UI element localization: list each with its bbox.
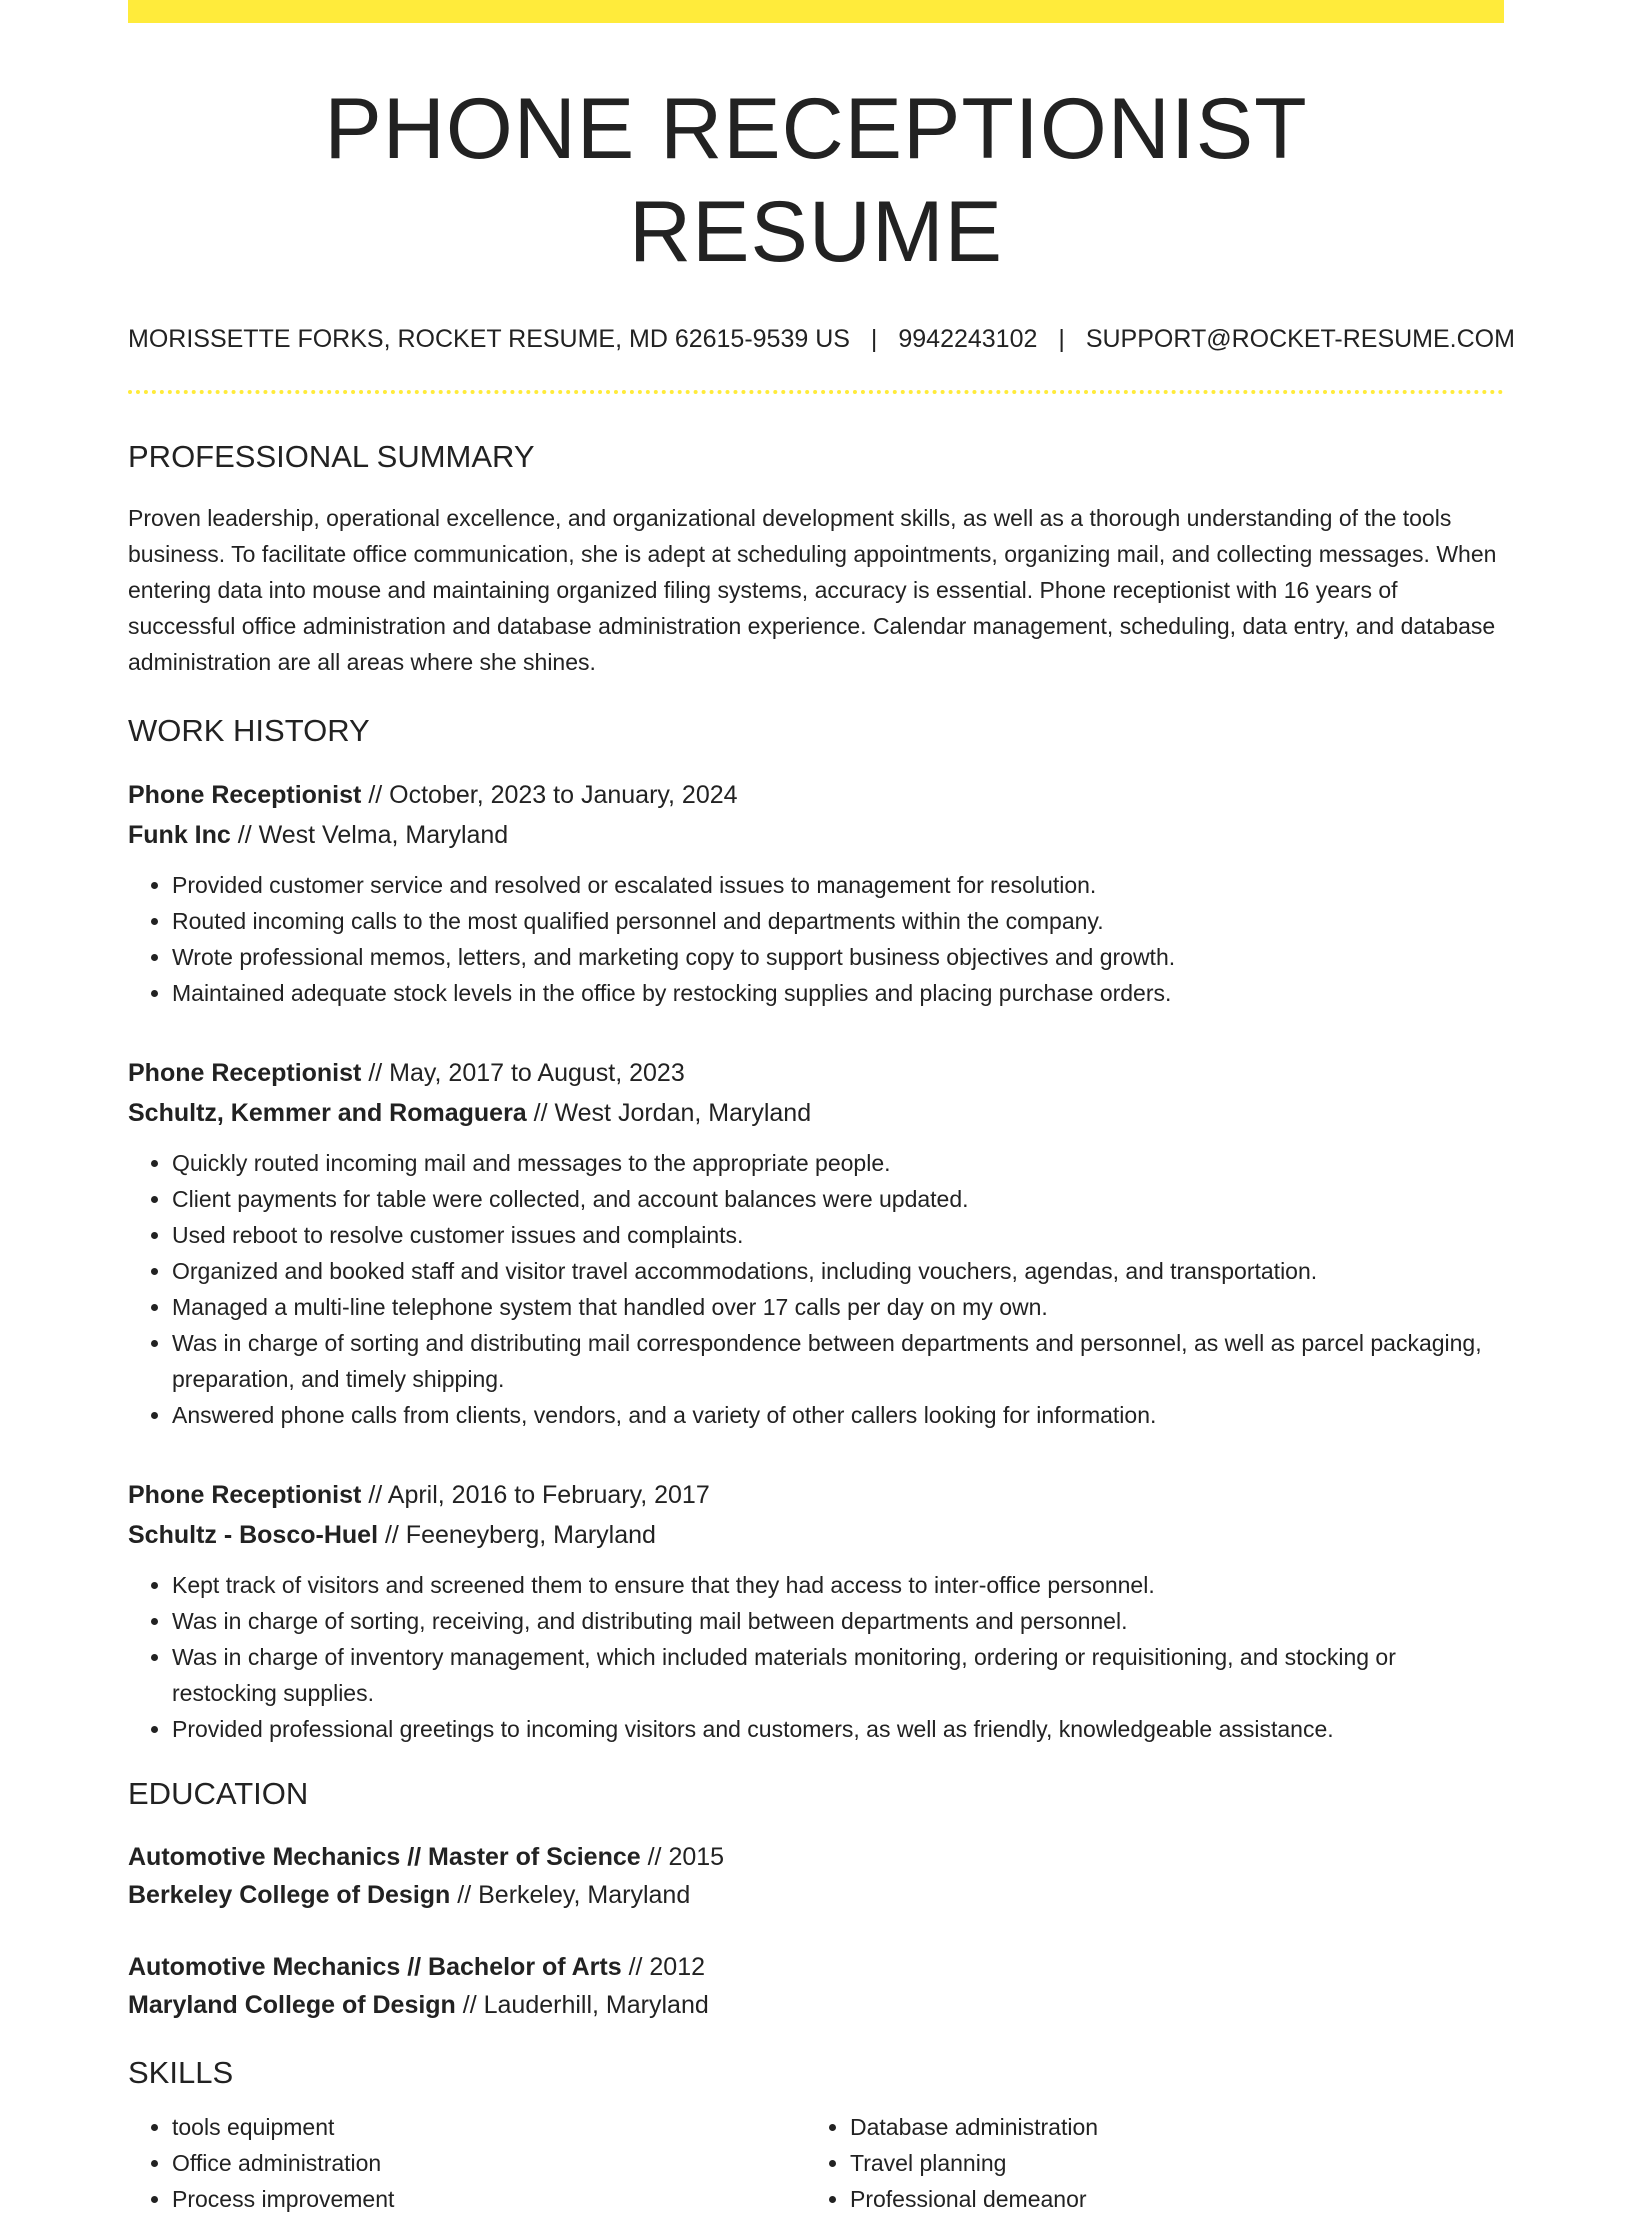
job-location: // Feeneyberg, Maryland xyxy=(378,1520,656,1549)
job-dates: // October, 2023 to January, 2024 xyxy=(361,780,738,809)
skill-item: • Database administration xyxy=(850,2109,1484,2145)
skills-grid xyxy=(128,2109,1504,2217)
contact-separator: | xyxy=(1058,325,1065,354)
contact-address: MORISSETTE FORKS, ROCKET RESUME, MD 62615-9539 US xyxy=(128,325,850,354)
contact-line xyxy=(128,324,1515,354)
job-bullet: • Wrote professional memos, letters, and marketing copy to support business objectives and growth. xyxy=(172,939,1504,975)
job-company: Schultz - Bosco-Huel xyxy=(128,1520,379,1549)
education-school: Maryland College of Design xyxy=(128,1990,456,2019)
job-bullet: • Kept track of visitors and screened them to ensure that they had access to inter-office personnel. xyxy=(172,1567,1504,1603)
job-bullet: • Client payments for table were collected, and account balances were updated. xyxy=(172,1181,1504,1217)
resume-content xyxy=(128,0,1515,2217)
job-bullet: • Used reboot to resolve customer issues and complaints. xyxy=(172,1217,1504,1253)
job-company-line xyxy=(128,815,1504,855)
job-title-line xyxy=(128,1053,1504,1093)
contact-phone: 9942243102 xyxy=(898,325,1038,354)
job-company-line xyxy=(128,1093,1504,1133)
skill-item: • Travel planning xyxy=(850,2145,1484,2181)
education-heading: EDUCATION xyxy=(128,1775,309,1811)
job-title-line xyxy=(128,775,1504,815)
job-bullet: • Routed incoming calls to the most qualified personnel and departments within the company. xyxy=(172,903,1504,939)
job-title-line xyxy=(128,1475,1504,1515)
education-degree-line xyxy=(128,1838,1504,1876)
education-school: Berkeley College of Design xyxy=(128,1880,451,1909)
education-year: // 2015 xyxy=(640,1842,725,1871)
job-bullet: • Was in charge of inventory management, which included materials monitoring, ordering or requisitioning, and stocking or restocking supplies. xyxy=(172,1639,1504,1711)
job-company: Funk Inc xyxy=(128,820,231,849)
job-title: Phone Receptionist xyxy=(128,780,362,809)
skill-item: • Process improvement xyxy=(172,2181,806,2217)
summary-heading: PROFESSIONAL SUMMARY xyxy=(128,439,535,475)
job-bullets xyxy=(128,1145,1504,1433)
education-entry xyxy=(128,1838,1504,1914)
job-entry xyxy=(128,1475,1504,1747)
job-bullet: • Was in charge of sorting and distributing mail correspondence between departments and personnel, as well as parcel packaging, preparation, and timely shipping. xyxy=(172,1325,1504,1397)
contact-separator: | xyxy=(870,325,878,354)
work-history-heading: WORK HISTORY xyxy=(128,712,370,748)
job-location: // West Velma, Maryland xyxy=(230,820,509,849)
job-company: Schultz, Kemmer and Romaguera xyxy=(128,1098,527,1127)
job-bullet: • Answered phone calls from clients, vendors, and a variety of other callers looking for information. xyxy=(172,1397,1504,1433)
job-dates: // May, 2017 to August, 2023 xyxy=(361,1058,685,1087)
job-bullet: • Managed a multi-line telephone system that handled over 17 calls per day on my own. xyxy=(172,1289,1504,1325)
job-bullet: • Provided professional greetings to incoming visitors and customers, as well as friendly, knowledgeable assistance. xyxy=(172,1711,1504,1747)
job-bullet: • Organized and booked staff and visitor travel accommodations, including vouchers, agendas, and transportation. xyxy=(172,1253,1504,1289)
job-dates: // April, 2016 to February, 2017 xyxy=(361,1480,710,1509)
job-company-line xyxy=(128,1515,1504,1555)
job-bullet: • Was in charge of sorting, receiving, and distributing mail between departments and personnel. xyxy=(172,1603,1504,1639)
education-school-line xyxy=(128,1986,1504,2024)
skills-column-left xyxy=(128,2109,806,2217)
education-location: // Lauderhill, Maryland xyxy=(455,1990,709,2019)
job-title: Phone Receptionist xyxy=(128,1058,362,1087)
job-bullets xyxy=(128,867,1504,1011)
education-location: // Berkeley, Maryland xyxy=(450,1880,691,1909)
job-location: // West Jordan, Maryland xyxy=(526,1098,812,1127)
education-entry xyxy=(128,1948,1504,2024)
skills-column-right xyxy=(806,2109,1484,2217)
job-entry xyxy=(128,1053,1504,1433)
skill-item: • Office administration xyxy=(172,2145,806,2181)
header-divider xyxy=(128,390,1504,394)
job-bullet: • Maintained adequate stock levels in the office by restocking supplies and placing purchase orders. xyxy=(172,975,1504,1011)
education-degree-line xyxy=(128,1948,1504,1986)
job-bullets xyxy=(128,1567,1504,1747)
education-year: // 2012 xyxy=(621,1952,706,1981)
contact-email: SUPPORT@ROCKET-RESUME.COM xyxy=(1085,325,1515,354)
job-title: Phone Receptionist xyxy=(128,1480,362,1509)
job-bullet: • Provided customer service and resolved or escalated issues to management for resolution. xyxy=(172,867,1504,903)
skill-item: • Professional demeanor xyxy=(850,2181,1484,2217)
skill-item: • tools equipment xyxy=(172,2109,806,2145)
resume-title: PHONE RECEPTIONIST RESUME xyxy=(324,81,1308,281)
education-degree: Automotive Mechanics // Bachelor of Arts xyxy=(128,1952,622,1981)
job-bullet: • Quickly routed incoming mail and messages to the appropriate people. xyxy=(172,1145,1504,1181)
job-entry xyxy=(128,775,1504,1011)
summary-text: Proven leadership, operational excellence, and organizational development skills, as well as a thorough understanding of the tools business. To facilitate office communication, she is adept at scheduling appointments, organizing mail, and collecting messages. When entering data into mouse and maintaining organized filing systems, accuracy is essential. Phone receptionist with 16 years of successful office administration and database administration experience. Calendar management, scheduling, data entry, and database administration are all areas where she shines. xyxy=(128,504,1497,675)
skills-heading: SKILLS xyxy=(128,2054,234,2090)
education-degree: Automotive Mechanics // Master of Science xyxy=(128,1842,641,1871)
education-school-line xyxy=(128,1876,1504,1914)
